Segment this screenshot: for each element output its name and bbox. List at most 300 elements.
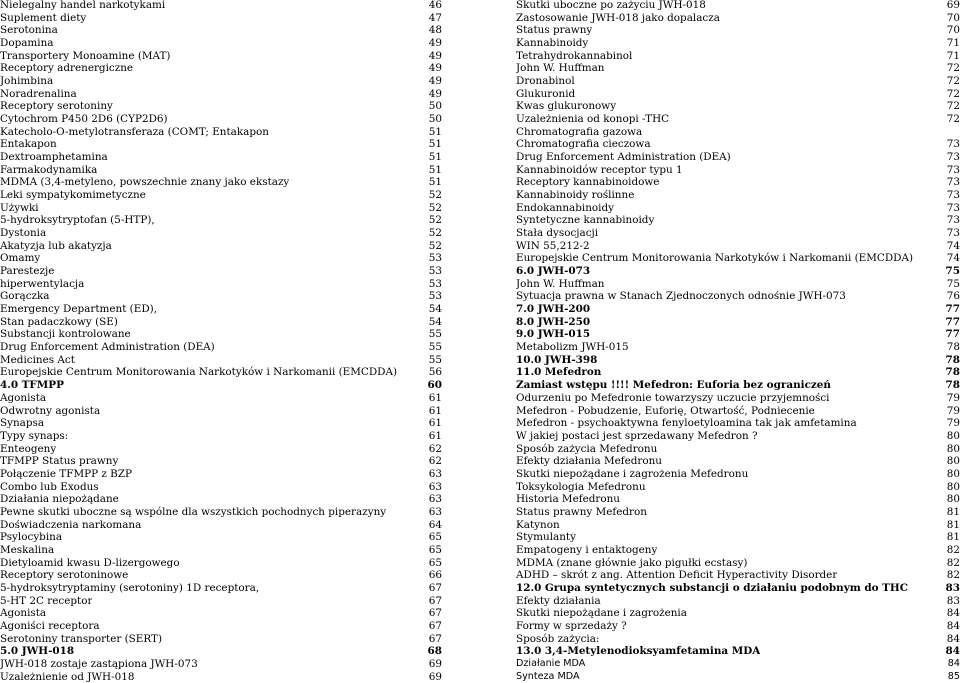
toc-entry-page: 61 xyxy=(428,404,442,417)
toc-entry xyxy=(516,481,960,494)
toc-entry-title: Dopamina xyxy=(0,37,54,50)
toc-entry-title: Sposób zażycia Mefedronu xyxy=(516,442,658,455)
toc-entry-title: Katynon xyxy=(516,518,560,531)
toc-entry-page: 65 xyxy=(428,543,442,556)
toc-entry xyxy=(516,392,960,405)
toc-entry-title: Emergency Department (ED), xyxy=(0,303,158,316)
toc-entry-page: 80 xyxy=(946,480,960,493)
toc-entry-title: Kannabinoidy xyxy=(516,37,589,50)
toc-entry-page: 78 xyxy=(945,366,960,379)
toc-entry xyxy=(0,37,442,50)
toc-entry xyxy=(0,519,442,532)
toc-entry-title: Glukuronid xyxy=(516,87,576,100)
toc-entry-title: Skutki niepożądane i zagrożenia xyxy=(516,607,687,620)
toc-entry-page: 67 xyxy=(428,619,442,632)
toc-entry-page: 71 xyxy=(946,49,960,62)
toc-entry-page: 63 xyxy=(428,480,442,493)
toc-entry-page: 62 xyxy=(428,455,442,468)
toc-entry-page: 73 xyxy=(946,214,960,227)
toc-entry-title: Kwas glukuronowy xyxy=(516,100,617,113)
toc-entry-title: Empatogeny i entaktogeny xyxy=(516,543,658,556)
toc-entry-page: 72 xyxy=(946,75,960,88)
toc-entry-page: 81 xyxy=(946,518,960,531)
toc-entry-title: Mefedron - Pobudzenie, Euforię, Otwartość, Podniecenie xyxy=(516,404,815,417)
toc-entry-page: 54 xyxy=(428,315,442,328)
toc-entry-page: 67 xyxy=(428,581,442,594)
toc-entry-page: 72 xyxy=(946,113,960,126)
toc-entry-title: Medicines Act xyxy=(0,353,75,366)
toc-entry-page: 78 xyxy=(945,379,960,392)
toc-entry xyxy=(516,252,960,265)
toc-entry xyxy=(0,443,442,456)
toc-entry xyxy=(516,595,960,608)
toc-entry-title: Formy w sprzedaży ? xyxy=(516,619,627,632)
toc-entry-page: 54 xyxy=(428,303,442,316)
toc-entry xyxy=(516,240,960,253)
toc-entry-page: 79 xyxy=(946,417,960,430)
toc-entry-title: Stała dysocjacji xyxy=(516,227,599,240)
toc-entry-title: Działania niepożądane xyxy=(0,493,119,506)
toc-entry xyxy=(516,75,960,88)
toc-entry xyxy=(516,366,960,379)
toc-entry xyxy=(0,50,442,63)
toc-entry xyxy=(516,468,960,481)
toc-entry xyxy=(516,0,960,12)
toc-entry-title: Transportery Monoamine (MAT) xyxy=(0,49,171,62)
toc-entry xyxy=(0,405,442,418)
toc-entry xyxy=(0,290,442,303)
toc-entry xyxy=(0,138,442,151)
toc-entry-page: 65 xyxy=(428,531,442,544)
toc-entry xyxy=(516,50,960,63)
toc-entry xyxy=(516,493,960,506)
toc-entry xyxy=(516,24,960,37)
toc-entry-title: Zamiast wstępu !!!! Mefedron: Euforia bez ograniczeń xyxy=(516,379,831,392)
toc-entry-page: 49 xyxy=(428,49,442,62)
toc-entry-title: Skutki niepożądane i zagrożenia Mefedronu xyxy=(516,467,749,480)
toc-entry xyxy=(516,316,960,329)
toc-entry xyxy=(516,443,960,456)
toc-entry xyxy=(516,379,960,392)
toc-entry xyxy=(0,531,442,544)
toc-entry xyxy=(516,138,960,151)
toc-entry xyxy=(516,544,960,557)
toc-entry-title: 9.0 JWH-015 xyxy=(516,328,591,341)
toc-entry-page: 61 xyxy=(428,391,442,404)
toc-entry-page: 67 xyxy=(428,594,442,607)
toc-entry-page: 78 xyxy=(946,341,960,354)
toc-entry-page: 63 xyxy=(428,505,442,518)
toc-entry-title: Status prawny xyxy=(516,24,593,37)
toc-entry-title: Akatyzja lub akatyzja xyxy=(0,239,112,252)
toc-entry-page: 51 xyxy=(428,176,442,189)
toc-entry-title: Stymulanty xyxy=(516,531,576,544)
toc-entry xyxy=(0,265,442,278)
toc-entry-page: 74 xyxy=(946,252,960,265)
toc-entry-title: Efekty działania Mefedronu xyxy=(516,455,662,468)
toc-entry-title: Enteogeny xyxy=(0,442,57,455)
toc-entry xyxy=(516,176,960,189)
toc-entry-page: 84 xyxy=(947,657,960,669)
toc-entry-title: Katecholo-O-metylotransferaza (COMT; Entakapon xyxy=(0,125,269,138)
toc-entry-title: Uzależnienie od JWH-018 xyxy=(0,670,135,683)
toc-entry xyxy=(0,227,442,240)
toc-entry-page: 76 xyxy=(946,290,960,303)
toc-entry-page: 72 xyxy=(946,100,960,113)
toc-entry-title: Agonista xyxy=(0,391,47,404)
toc-entry-page: 49 xyxy=(428,62,442,75)
toc-entry-title: 7.0 JWH-200 xyxy=(516,303,591,316)
toc-entry-page: 72 xyxy=(946,87,960,100)
toc-entry-page: 67 xyxy=(428,607,442,620)
toc-entry xyxy=(516,506,960,519)
toc-entry-page: 53 xyxy=(428,265,442,278)
toc-entry-title: Gorączka xyxy=(0,290,50,303)
toc-entry-title: Dystonia xyxy=(0,227,47,240)
toc-entry-title: MDMA (znane głównie jako pigułki ecstasy) xyxy=(516,556,748,569)
toc-entry xyxy=(0,633,442,646)
toc-entry xyxy=(0,569,442,582)
toc-entry-page: 55 xyxy=(428,328,442,341)
toc-entry xyxy=(0,341,442,354)
toc-entry-page: 82 xyxy=(946,543,960,556)
toc-entry-page: 51 xyxy=(428,138,442,151)
toc-entry-page: 84 xyxy=(945,645,960,658)
toc-entry xyxy=(0,12,442,25)
toc-entry-page: 80 xyxy=(946,467,960,480)
toc-entry-title: Używki xyxy=(0,201,39,214)
toc-entry xyxy=(516,341,960,354)
toc-entry-page: 74 xyxy=(946,239,960,252)
toc-entry-title: Dietyloamid kwasu D-lizergowego xyxy=(0,556,180,569)
toc-entry-page: 61 xyxy=(428,417,442,430)
toc-entry xyxy=(516,202,960,215)
toc-entry-page: 77 xyxy=(945,328,960,341)
toc-entry-title: Działanie MDA xyxy=(516,657,586,669)
toc-entry xyxy=(516,278,960,291)
toc-entry-title: 5-hydroksytryptaminy (serotoniny) 1D receptora, xyxy=(0,581,260,594)
toc-entry-page: 51 xyxy=(428,151,442,164)
toc-entry xyxy=(0,595,442,608)
toc-entry-title: Agonista xyxy=(0,607,47,620)
toc-entry xyxy=(516,582,960,595)
toc-entry-title: Chromatografia gazowa xyxy=(516,125,643,138)
toc-entry-page: 80 xyxy=(946,442,960,455)
toc-entry-title: Johimbina xyxy=(0,75,54,88)
toc-entry xyxy=(516,37,960,50)
toc-entry xyxy=(0,316,442,329)
toc-entry xyxy=(0,557,442,570)
toc-entry-title: Serotonina xyxy=(0,24,58,37)
toc-entry-page: 84 xyxy=(946,607,960,620)
toc-entry-page: 73 xyxy=(946,189,960,202)
toc-entry xyxy=(516,113,960,126)
toc-entry-title: Cytochrom P450 2D6 (CYP2D6) xyxy=(0,113,168,126)
toc-entry xyxy=(0,506,442,519)
toc-entry xyxy=(516,569,960,582)
toc-entry-title: Suplement diety xyxy=(0,11,87,24)
toc-entry-page: 52 xyxy=(428,189,442,202)
toc-entry-title: JWH-018 zostaje zastąpiona JWH-073 xyxy=(0,657,198,670)
toc-entry xyxy=(0,455,442,468)
toc-entry-page: 75 xyxy=(945,265,960,278)
toc-entry-page: 80 xyxy=(946,455,960,468)
toc-entry xyxy=(0,62,442,75)
toc-entry xyxy=(516,620,960,633)
toc-entry xyxy=(516,519,960,532)
toc-entry xyxy=(0,671,442,683)
toc-entry-page: 81 xyxy=(946,531,960,544)
toc-entry-page: 55 xyxy=(428,353,442,366)
toc-entry xyxy=(0,151,442,164)
toc-entry-page: 69 xyxy=(428,657,442,670)
toc-entry-title: Receptory serotoniny xyxy=(0,100,113,113)
toc-entry xyxy=(0,189,442,202)
toc-entry-title: Synteza MDA xyxy=(516,670,580,682)
toc-entry-title: Dronabinol xyxy=(516,75,575,88)
toc-entry xyxy=(0,468,442,481)
toc-entry-title: Europejskie Centrum Monitorowania Narkotyków i Narkomanii (EMCDDA) xyxy=(516,252,914,265)
toc-entry xyxy=(0,278,442,291)
toc-entry-page: 71 xyxy=(946,37,960,50)
toc-entry xyxy=(0,645,442,658)
toc-entry-title: WIN 55,212-2 xyxy=(516,239,590,252)
toc-entry-title: Status prawny Mefedron xyxy=(516,505,647,518)
toc-entry xyxy=(516,88,960,101)
toc-entry xyxy=(0,417,442,430)
toc-entry-title: Tetrahydrokannabinol xyxy=(516,49,633,62)
toc-entry-title: 5-hydroksytryptofan (5-HTP), xyxy=(0,214,155,227)
toc-entry-page: 49 xyxy=(428,37,442,50)
toc-entry xyxy=(516,100,960,113)
toc-entry xyxy=(0,214,442,227)
toc-entry xyxy=(0,328,442,341)
toc-entry-title: Kannabinoidów receptor typu 1 xyxy=(516,163,683,176)
toc-entry-page: 85 xyxy=(947,670,960,682)
toc-entry xyxy=(516,354,960,367)
toc-entry xyxy=(516,417,960,430)
toc-entry xyxy=(0,658,442,671)
toc-entry-title: Combo lub Exodus xyxy=(0,480,99,493)
toc-entry-title: 12.0 Grupa syntetycznych substancji o działaniu podobnym do THC xyxy=(516,581,908,594)
toc-entry-page: 50 xyxy=(428,100,442,113)
toc-entry-title: Kannabinoidy roślinne xyxy=(516,189,635,202)
toc-entry xyxy=(0,354,442,367)
toc-column-left xyxy=(0,0,442,683)
toc-entry-title: Pewne skutki uboczne są wspólne dla wszystkich pochodnych piperazyny xyxy=(0,505,387,518)
toc-entry-page: 52 xyxy=(428,239,442,252)
toc-entry-title: MDMA (3,4-metyleno, powszechnie znany jako ekstazy xyxy=(0,176,290,189)
toc-entry-title: Drug Enforcement Administration (DEA) xyxy=(0,341,215,354)
toc-entry xyxy=(0,100,442,113)
toc-entry-title: Receptory serotoninowe xyxy=(0,569,129,582)
toc-entry-title: ADHD – skrót z ang. Attention Deficit Hyperactivity Disorder xyxy=(516,569,838,582)
toc-entry-title: Serotoniny transporter (SERT) xyxy=(0,632,163,645)
toc-entry xyxy=(516,328,960,341)
toc-entry xyxy=(516,645,960,658)
toc-entry xyxy=(516,430,960,443)
toc-entry-title: Omamy xyxy=(0,252,41,265)
toc-entry xyxy=(0,202,442,215)
toc-entry xyxy=(516,405,960,418)
toc-entry-page: 73 xyxy=(946,176,960,189)
toc-entry-page: 77 xyxy=(945,315,960,328)
toc-entry-title: John W. Huffman xyxy=(516,277,605,290)
toc-entry-page: 79 xyxy=(946,391,960,404)
toc-entry-page: 73 xyxy=(946,227,960,240)
toc-entry xyxy=(0,607,442,620)
toc-entry-page: 50 xyxy=(428,113,442,126)
toc-entry-title: Farmakodynamika xyxy=(0,163,98,176)
toc-entry xyxy=(0,75,442,88)
toc-entry xyxy=(516,189,960,202)
toc-entry-page: 77 xyxy=(945,303,960,316)
toc-entry-title: 5.0 JWH-018 xyxy=(0,645,75,658)
toc-entry xyxy=(516,658,960,671)
toc-entry-page: 46 xyxy=(428,0,442,11)
toc-entry xyxy=(516,531,960,544)
toc-entry-title: Leki sympatykomimetyczne xyxy=(0,189,146,202)
toc-entry-title: Uzależnienia od konopi -THC xyxy=(516,113,670,126)
toc-entry-page: 53 xyxy=(428,277,442,290)
toc-entry-title: 6.0 JWH-073 xyxy=(516,265,591,278)
toc-entry xyxy=(0,544,442,557)
toc-entry-title: 5-HT 2C receptor xyxy=(0,594,93,607)
toc-entry-page: 53 xyxy=(428,252,442,265)
toc-entry xyxy=(516,455,960,468)
toc-entry-page: 75 xyxy=(946,277,960,290)
toc-entry-page: 65 xyxy=(428,556,442,569)
toc-entry-title: Sytuacja prawna w Stanach Zjednoczonych odnośnie JWH-073 xyxy=(516,290,846,303)
toc-entry-page: 79 xyxy=(946,404,960,417)
toc-entry-page: 47 xyxy=(428,11,442,24)
toc-entry xyxy=(0,240,442,253)
toc-entry xyxy=(0,493,442,506)
toc-entry-page: 69 xyxy=(946,0,960,11)
toc-entry-page: 51 xyxy=(428,125,442,138)
toc-entry xyxy=(0,176,442,189)
toc-entry-page: 83 xyxy=(945,581,960,594)
toc-entry xyxy=(0,164,442,177)
toc-entry-page: 53 xyxy=(428,290,442,303)
toc-entry-page: 72 xyxy=(946,62,960,75)
toc-entry-title: Psylocybina xyxy=(0,531,63,544)
toc-entry xyxy=(516,290,960,303)
toc-entry-page: 73 xyxy=(946,151,960,164)
toc-entry xyxy=(516,633,960,646)
toc-entry xyxy=(516,12,960,25)
toc-entry-title: Metabolizm JWH-015 xyxy=(516,341,629,354)
toc-entry-page: 83 xyxy=(946,594,960,607)
toc-entry xyxy=(0,430,442,443)
toc-entry-title: Chromatografia cieczowa xyxy=(516,138,651,151)
toc-entry-title: Entakapon xyxy=(0,138,57,151)
toc-entry-title: Mefedron - psychoaktywna fenyloetyloamina tak jak amfetamina xyxy=(516,417,857,430)
toc-entry-page: 51 xyxy=(428,163,442,176)
toc-entry-page: 66 xyxy=(428,569,442,582)
toc-entry-title: Noradrenalina xyxy=(0,87,77,100)
toc-entry-title: Toksykologia Mefedronu xyxy=(516,480,646,493)
toc-entry-title: Odwrotny agonista xyxy=(0,404,101,417)
toc-entry-title: hiperwentylacja xyxy=(0,277,85,290)
toc-entry-page: 84 xyxy=(946,632,960,645)
toc-entry-page: 73 xyxy=(946,163,960,176)
toc-entry xyxy=(0,113,442,126)
toc-entry xyxy=(516,164,960,177)
toc-entry-page: 82 xyxy=(946,556,960,569)
toc-entry xyxy=(0,88,442,101)
toc-entry-title: Sposób zażycia: xyxy=(516,632,600,645)
toc-entry xyxy=(0,126,442,139)
toc-entry xyxy=(516,303,960,316)
toc-entry-page: 52 xyxy=(428,214,442,227)
toc-entry-page: 82 xyxy=(946,569,960,582)
toc-entry-page: 52 xyxy=(428,227,442,240)
toc-column-right xyxy=(516,0,960,683)
toc-entry xyxy=(0,379,442,392)
toc-entry xyxy=(516,671,960,683)
toc-entry xyxy=(0,303,442,316)
toc-entry-page: 84 xyxy=(946,619,960,632)
toc-entry-title: Skutki uboczne po zażyciu JWH-018 xyxy=(516,0,706,11)
toc-entry xyxy=(0,392,442,405)
toc-entry xyxy=(0,481,442,494)
toc-entry-title: Połączenie TFMPP z BZP xyxy=(0,467,132,480)
toc-entry-page: 80 xyxy=(946,429,960,442)
toc-entry-page: 60 xyxy=(427,379,442,392)
toc-entry-title: Stan padaczkowy (SE) xyxy=(0,315,118,328)
toc-entry xyxy=(516,265,960,278)
toc-entry xyxy=(0,24,442,37)
toc-entry-page: 52 xyxy=(428,201,442,214)
toc-entry-page: 70 xyxy=(946,24,960,37)
toc-entry-title: Europejskie Centrum Monitorowania Narkotyków i Narkomanii (EMCDDA) xyxy=(0,366,398,379)
toc-entry-page: 63 xyxy=(428,467,442,480)
toc-entry-page: 63 xyxy=(428,493,442,506)
toc-entry xyxy=(516,607,960,620)
toc-entry-page: 68 xyxy=(427,645,442,658)
toc-entry-page: 64 xyxy=(428,518,442,531)
toc-entry-title: 8.0 JWH-250 xyxy=(516,315,591,328)
toc-entry-title: 13.0 3,4-Metylenodioksyamfetamina MDA xyxy=(516,645,761,658)
toc-entry-title: Receptory kannabinoidowe xyxy=(516,176,660,189)
toc-entry xyxy=(516,126,960,139)
toc-entry-page: 49 xyxy=(428,87,442,100)
toc-entry-title: Substancji kontrolowane xyxy=(0,328,131,341)
toc-entry xyxy=(0,366,442,379)
toc-entry xyxy=(0,582,442,595)
toc-entry-title: W jakiej postaci jest sprzedawany Mefedron ? xyxy=(516,429,758,442)
toc-entry-page: 69 xyxy=(428,670,442,683)
toc-entry-page: 73 xyxy=(946,138,960,151)
toc-entry-title: Historia Mefedronu xyxy=(516,493,620,506)
toc-entry-title: Agoniści receptora xyxy=(0,619,100,632)
toc-entry-title: Typy synaps: xyxy=(0,429,69,442)
toc-entry-title: John W. Huffman xyxy=(516,62,605,75)
toc-entry-title: Nielegalny handel narkotykami xyxy=(0,0,166,11)
toc-entry-page: 81 xyxy=(946,505,960,518)
toc-entry-title: 10.0 JWH-398 xyxy=(516,353,598,366)
toc-entry-page: 73 xyxy=(946,201,960,214)
toc-entry-title: Drug Enforcement Administration (DEA) xyxy=(516,151,731,164)
toc-entry-page: 48 xyxy=(428,24,442,37)
toc-entry-title: Efekty działania xyxy=(516,594,601,607)
toc-entry xyxy=(516,227,960,240)
toc-entry-title: 11.0 Mefedron xyxy=(516,366,602,379)
toc-entry-page: 62 xyxy=(428,442,442,455)
toc-entry xyxy=(516,62,960,75)
toc-entry-title: TFMPP Status prawny xyxy=(0,455,119,468)
